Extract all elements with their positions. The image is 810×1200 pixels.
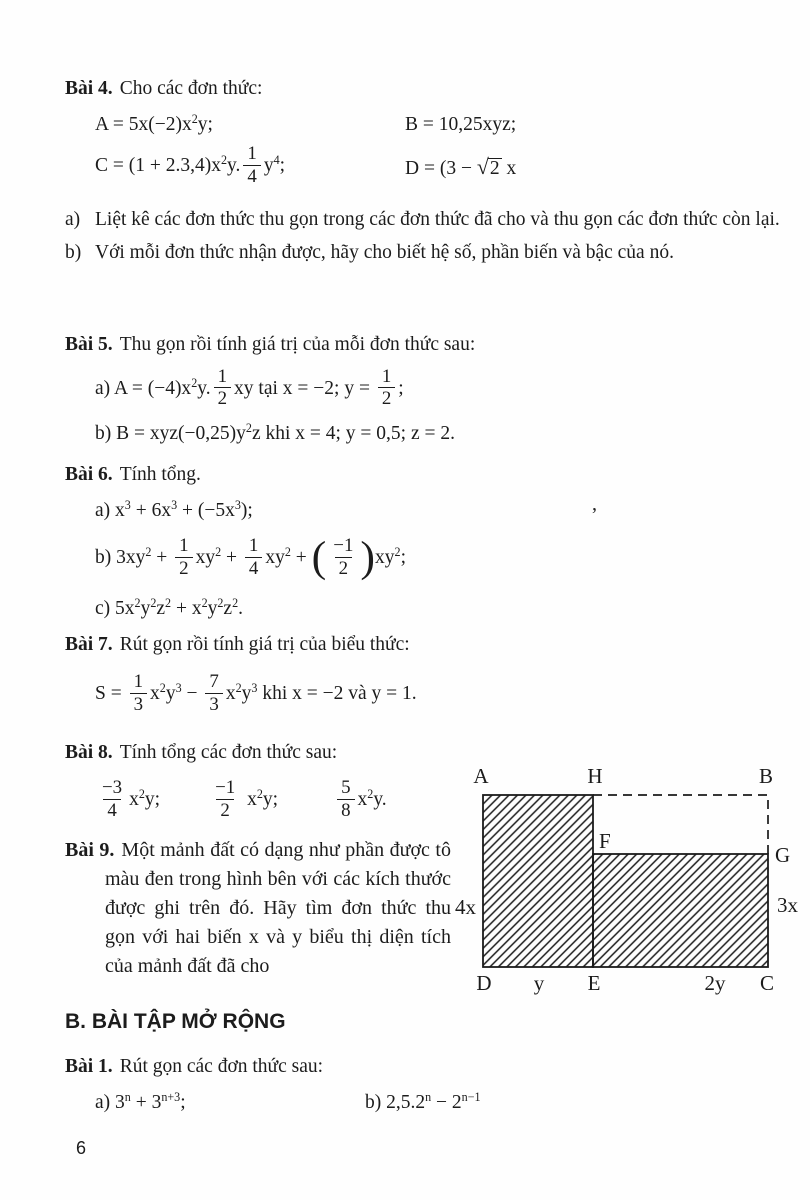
figure-label-3x: 3x <box>777 893 798 917</box>
exercise-6-title: Bài 6. <box>65 464 113 485</box>
formula-5b: b) $B = xyz(-0,25)y^2z$ khi x = 4; y = 0,5; z = 2. <box>95 420 455 445</box>
figure-label-E: E <box>587 971 601 995</box>
figure-label-2y: 2y <box>704 971 726 995</box>
formula-B: B = 10,25xyz; <box>405 114 517 135</box>
section-b-heading: B. BÀI TẬP MỞ RỘNG <box>65 1010 286 1033</box>
exercise-7 <box>65 632 790 722</box>
figure-label-D: D <box>476 971 492 995</box>
exercise-6-item-a <box>65 496 790 526</box>
exercise-6-intro: Tính tổng. <box>119 464 201 485</box>
exercise-9-text: Một mảnh đất có dạng như phần được tô màu đen trong hình bên với các kích thước được ghi trên đó. Hãy tìm đơn thức thu gọn với hai biến x và y biểu thị diện tích của mảnh đất đã cho <box>105 839 451 977</box>
item-text: Liệt kê các đơn thức thu gọn trong các đơn thức đã cho và thu gọn các đơn thức còn lại. <box>95 209 780 230</box>
exercise-6-item-b <box>65 530 790 588</box>
monomial-2: $\frac{-1}{2}$ $x^2y$; <box>215 777 279 821</box>
exercise-5-intro: Thu gọn rồi tính giá trị của mỗi đơn thức sau: <box>119 334 476 355</box>
exercise-6 <box>65 462 790 624</box>
exercise-6-heading <box>65 462 790 488</box>
exercise-6-item-c <box>65 594 790 624</box>
exercise-7-formula-row <box>65 668 790 722</box>
extended-exercise-1-title: Bài 1. <box>65 1056 113 1077</box>
formula-C: $C = (1 + 2.3,4)x^2y$. $\frac{1}{4}$ $y^4$; <box>95 143 286 187</box>
exercise-5-item-a <box>65 368 790 411</box>
scan-artifact-mark: ’ <box>591 504 598 526</box>
land-plot-figure <box>453 762 805 1008</box>
figure-label-F: F <box>599 829 611 853</box>
formula-6c: c) $5x^2y^2z^2 + x^2y^2z^2$. <box>95 595 243 619</box>
exercise-4-intro: Cho các đơn thức: <box>119 78 263 99</box>
exercise-8-heading <box>65 740 455 766</box>
monomial-3: $\frac{5}{8}$ $x^2y$. <box>334 779 387 822</box>
figure-label-B: B <box>758 764 774 788</box>
formula-A: $A = 5x(-2)x^2y$; <box>95 111 213 135</box>
figure-label-4x: 4x <box>455 895 476 919</box>
exercise-8 <box>65 740 455 828</box>
monomial-1: $\frac{-3}{4}$ $x^2y$; <box>102 777 161 821</box>
exercise-8-title: Bài 8. <box>65 742 113 763</box>
formula-ext-1a: a) $3^n + 3^{n+3}$; <box>95 1089 186 1113</box>
exercise-7-title: Bài 7. <box>65 634 113 655</box>
exercise-9 <box>65 836 451 981</box>
exercise-7-heading <box>65 632 790 658</box>
item-label: b) <box>65 242 82 263</box>
exercise-4-row-cd <box>65 140 790 194</box>
formula-ext-1b: b) $2,5.2^n - 2^{n-1}$ <box>365 1089 481 1113</box>
exercise-4-item-a <box>65 206 790 233</box>
formula-D: D = (3 − √2 x <box>405 154 517 179</box>
exercise-4-row-ab <box>65 111 790 136</box>
item-text: Với mỗi đơn thức nhận được, hãy cho biết hệ số, phần biến và bậc của nó. <box>95 242 674 263</box>
exercise-5-title: Bài 5. <box>65 334 113 355</box>
page-number: 6 <box>76 1138 87 1158</box>
exercise-4-title: Bài 4. <box>65 78 113 99</box>
formula-5a: a) $A = (-4)x^2y$. $\frac{1}{2}$ xy tại x = −2; y = $\frac{1}{2}$ ; <box>95 366 404 410</box>
hatched-rect-FECG <box>593 854 768 967</box>
exercise-8-monomials-row <box>65 774 455 828</box>
exercise-8-intro: Tính tổng các đơn thức sau: <box>119 742 338 763</box>
extended-exercise-1 <box>65 1054 790 1114</box>
hatched-rect-ADEH <box>483 795 593 967</box>
formula-6b: b) $3xy^2$ + $\frac{1}{2}$ $xy^2$ + $\frac{1}{4}$ $xy^2$ + ( $\frac{-1}{2}$ )$xy^2$; <box>95 533 406 581</box>
formula-6a: a) $x^3 + 6x^3 + (-5x^3)$; <box>95 497 253 521</box>
extended-exercise-1-heading <box>65 1054 790 1080</box>
figure-label-A: A <box>473 764 489 788</box>
exercise-5 <box>65 332 790 449</box>
exercise-5-item-b <box>65 419 790 449</box>
formula-S: S = $\frac{1}{3}$ $x^2y^3$ − $\frac{7}{3}$ $x^2y^3$ khi x = −2 và y = 1. <box>95 671 417 715</box>
figure-label-H: H <box>587 764 603 788</box>
extended-exercise-1-intro: Rút gọn các đơn thức sau: <box>119 1056 324 1077</box>
item-label: a) <box>65 209 81 230</box>
exercise-4-heading <box>65 76 790 102</box>
exercise-9-title: Bài 9. <box>65 839 115 861</box>
dashed-outline-HBG <box>593 795 768 854</box>
exercise-7-intro: Rút gọn rồi tính giá trị của biểu thức: <box>119 634 410 655</box>
exercise-5-heading <box>65 332 790 358</box>
extended-exercise-1-row <box>65 1089 790 1114</box>
figure-label-y: y <box>533 971 545 995</box>
figure-label-G: G <box>775 843 791 867</box>
figure-label-C: C <box>759 971 775 995</box>
exercise-4-item-b <box>65 239 790 266</box>
exercise-4 <box>65 76 790 266</box>
